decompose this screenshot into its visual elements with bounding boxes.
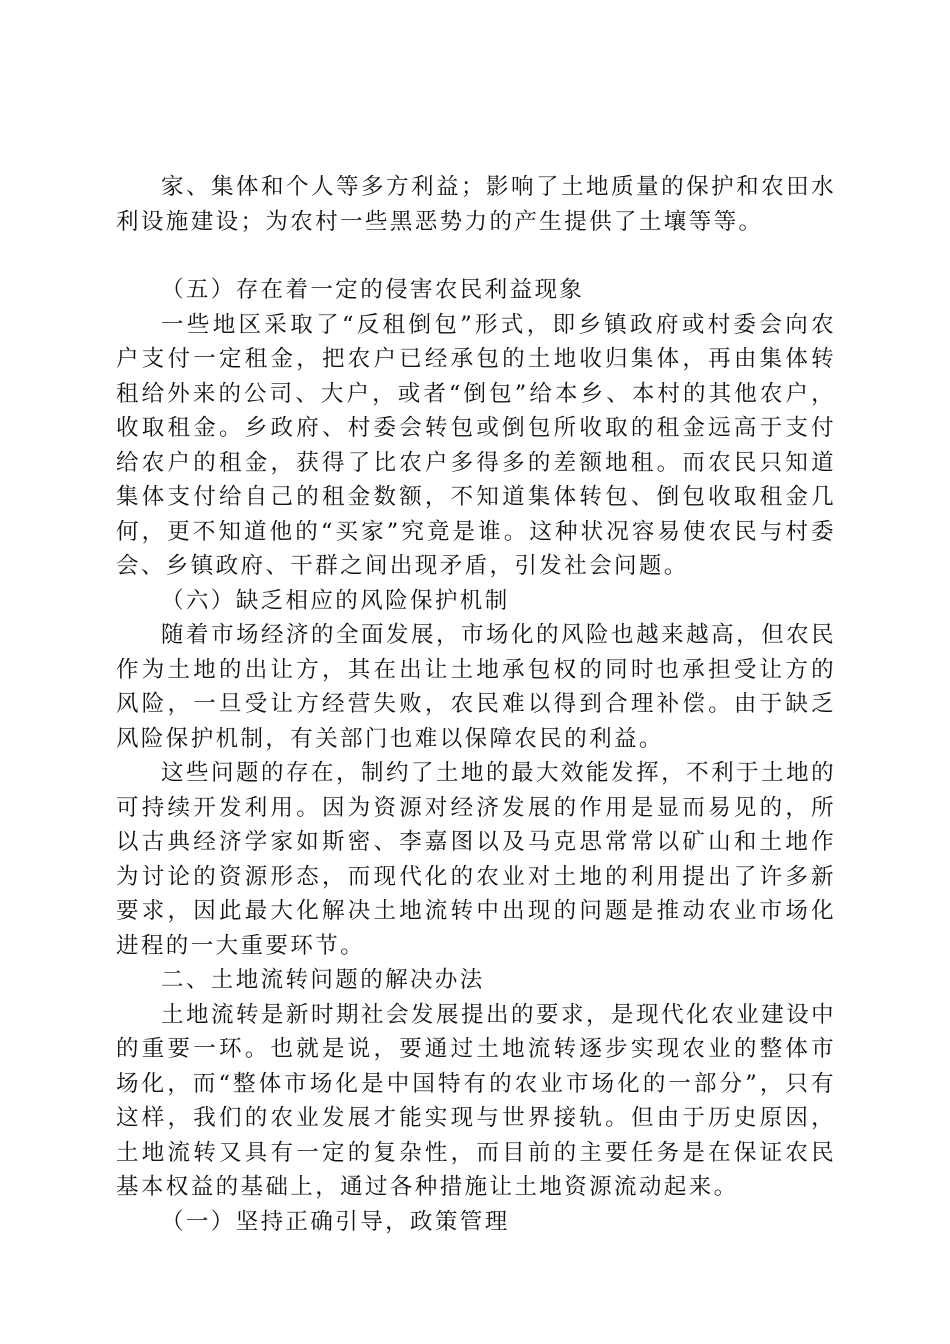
paragraph-lease-back: 一些地区采取了“反租倒包”形式，即乡镇政府或村委会向农户支付一定租金，把农户已经承包的土地收归集体，再由集体转租给外来的公司、大户，或者“倒包”给本乡、本村的其他农户，收取租金。乡政府、村委会转包或倒包所收取的租金远高于支付给农户的租金，获得了比农户多得多的差额地租。而农民只知道集体支付给自己的租金数额，不知道集体转包、倒包收取租金几何，更不知道他的“买家”究竟是谁。这种状况容易使农民与村委会、乡镇政府、干群之间出现矛盾，引发社会问题。 xyxy=(116,311,836,579)
section-spacer xyxy=(116,239,836,273)
section-heading-5: （五）存在着一定的侵害农民利益现象 xyxy=(161,277,585,303)
section-heading-6: （六）缺乏相应的风险保护机制 xyxy=(161,587,510,614)
section-heading-1: （一）坚持正确引导，政策管理 xyxy=(161,1208,510,1235)
document-body xyxy=(116,170,836,1239)
chapter-heading-2: 二、土地流转问题的解决办法 xyxy=(161,967,485,993)
paragraph-solutions-intro: 土地流转是新时期社会发展提出的要求，是现代化农业建设中的重要一环。也就是说，要通过土地流转逐步实现农业的整体市场化，而“整体市场化是中国特有的农业市场化的一部分”，只有这样，我们的农业发展才能实现与世界接轨。但由于历史原因，土地流转又具有一定的复杂性，而目前的主要任务是在保证农民基本权益的基础上，通过各种措施让土地资源流动起来。 xyxy=(116,1001,836,1200)
paragraph-problems-summary: 这些问题的存在，制约了土地的最大效能发挥，不利于土地的可持续开发利用。因为资源对经济发展的作用是显而易见的，所以古典经济学家如斯密、李嘉图以及马克思常常以矿山和土地作为讨论的资源形态，而现代化的农业对土地的利用提出了许多新要求，因此最大化解决土地流转中出现的问题是推动农业市场化进程的一大重要环节。 xyxy=(116,760,836,959)
paragraph-continuation: 家、集体和个人等多方利益；影响了土地质量的保护和农田水利设施建设；为农村一些黑恶势力的产生提供了土壤等等。 xyxy=(116,174,836,235)
paragraph-risk: 随着市场经济的全面发展，市场化的风险也越来越高，但农民作为土地的出让方，其在出让土地承包权的同时也承担受让方的风险，一旦受让方经营失败，农民难以得到合理补偿。由于缺乏风险保护机制，有关部门也难以保障农民的利益。 xyxy=(116,622,836,752)
